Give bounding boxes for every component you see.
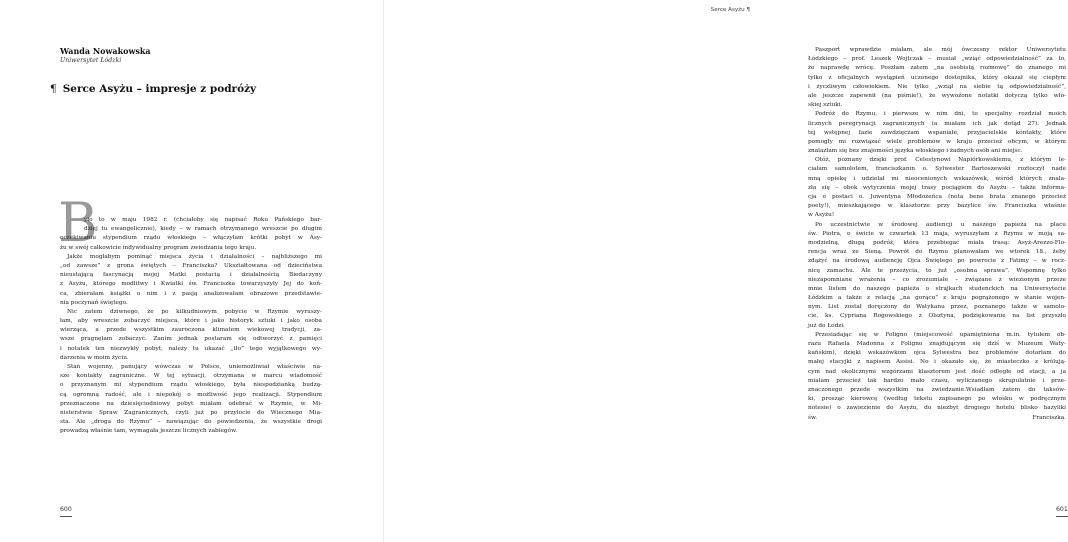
pilcrow-icon: ¶ <box>50 83 57 95</box>
page-number-rule <box>60 516 72 517</box>
text-line: niezapomniane wrażenia – co zrozumiałe – związane z wiezionym przeze <box>808 276 1066 283</box>
text-line: prowadzą właśnie tam, wymagała jeszcze licznych zabiegów. <box>60 428 238 435</box>
text-line: darzenia w moim życiu. <box>60 354 129 361</box>
article-title <box>50 83 256 95</box>
text-line: ca, zbierałam książki o nim i z pasją analizowałam obrazowe przedstawie- <box>60 290 322 297</box>
text-line: Łódzkiego – prof. Leszek Wojtczak – musiał „wziąć odpowiedzialność” za to, <box>808 56 1066 63</box>
text-line: cja o postaci o. Juwentyna Młodożeńca (nota bene brata znanego przecież <box>808 194 1066 200</box>
text-line: Przesiadając się w Foligno (miejscowość upamiętniona m.in. tytułem ob- <box>815 331 1066 338</box>
text-line: nym. List został doręczony do Watykanu przez, poznanego także w samolo- <box>808 304 1066 311</box>
text-line: dziej tu ewangelicznie), kiedy – w ramach otrzymanego wreszcie po długim <box>84 226 322 233</box>
text-line: i życzliwym człowiekiem. Nie tylko „wziął na siebie tą odpowiedzialność”, <box>808 83 1066 90</box>
text-line: wierząca, a przede wszystkim zauroczona klimatem wiekowej tradycji, za- <box>60 327 322 334</box>
text-line: nicę zamachu. Ale te przeżycia, to już „osobna sprawa”. Wspomnę tylko <box>808 267 1066 274</box>
text-line: łam, aby wreszcie zobaczyć miejsca, które i jako historyk sztuki i jako osoba <box>60 318 322 325</box>
text-line: ki, prosząc kierowcę (według tekstu zapisanego po włosku w podręcznym <box>808 396 1066 403</box>
text-line: o przyznanym mi stypendium rządu włoskiego, była niespodzianką budzą- <box>60 382 322 389</box>
text-line: już do Łodzi. <box>808 322 845 329</box>
text-line: Podróż do Rzymu, i pierwsze w nim dni, to specjalny rozdział moich <box>815 111 1066 118</box>
text-line: Po uczestnictwie w środowej audiencji u naszego papieża na placu <box>815 221 1066 228</box>
text-line: cą ogromną radość, ale i niepokój o możliwość jego realizacji. Stypendium <box>60 391 322 398</box>
text-line: miałam przecież tak bardzo mało czasu, wyliczanego skrupulatnie i prze- <box>808 377 1066 384</box>
text-line: Łódzkim a także z relacją „na gorąco” z kraju pogrążonego w stanie wojen- <box>808 295 1066 302</box>
page-number-rule <box>1056 516 1068 517</box>
text-line: że naprawdę wrócę. Poszłam zatem „na osobistą rozmowę” do znanego mi <box>808 65 1066 72</box>
text-line: żu w swój całkowicie indywidualny program zwiedzania tego kraju. <box>60 244 257 251</box>
text-line: „od zawsze” z grona świętych – Franciszka? Ukształtowana od dzieciństwa <box>60 262 322 269</box>
text-line: znalazłam się bez znajomości języka włoskiego i żadnych osób ani miejsc. <box>808 148 1023 155</box>
text-line: oczekiwaniu stypendium rządu włoskiego – włączyłam krótki pobyt w Asy- <box>60 235 322 242</box>
text-line: razu Rafaela Madonna z Foligno znajdującym się dziś w Muzeum Waty- <box>808 341 1066 347</box>
drop-cap: B <box>58 191 98 254</box>
text-line: małej stacyjki z napisem Assisi. No i okazało się, że miasteczko z królują- <box>808 359 1066 366</box>
right-body-text <box>808 46 1066 423</box>
text-line: poety!), mieszkającego w klasztorze przy bazylice św. Franciszka właśnie <box>808 203 1066 210</box>
article-title-text: Serce Asyżu – impresje z podróży <box>62 83 257 95</box>
text-line: i notatek ten niezwykły pobyt, należy tu ukazać „tło” tego wyjątkowego wy- <box>60 345 322 352</box>
text-line: pomogły mi rozwiązać wiele problemów w kraju przecież obcym, w którym <box>808 138 1066 145</box>
text-line: znaczonego przede wszystkim na zwiedzanie.Wsiadłam zatem do taksów- <box>808 386 1066 393</box>
left-page <box>0 0 384 542</box>
text-line: cym nad okolicznymi wzgórzami klasztorem jest dość odległe od stacji, a ja <box>808 368 1066 375</box>
text-line: modzielną, długą podróż, która przebiegać miała trasą: Asyż-Arezzo-Flo- <box>808 239 1066 246</box>
text-line: notesie) o zawiezienie do Asyżu, do niezbyt drogiego hotelu blisko bazyliki <box>808 405 1066 412</box>
text-line: św. Franciszka. <box>808 414 1066 421</box>
text-line: św. Piotra, o świcie w czwartek 13 maja, wyruszyłam z Rzymu w moją sa- <box>808 230 1066 237</box>
text-line: w Asyżu! <box>808 212 835 219</box>
text-line: Jakże mogłabym pominąć miejsca życia i działalności – najbliższego mi <box>67 253 322 260</box>
text-line: Otóż, poznany dzięki prof. Celestynowi Napiórkowskiemu, z którym le- <box>815 157 1066 164</box>
text-line: ale jeszcze zapewnił (na piśmie!), że wywoźone notatki dotyczą tylko wło- <box>808 92 1066 99</box>
text-line: yło to w maju 1982 r. (chciałoby się napisać Roku Pańskiego bar- <box>84 217 322 223</box>
running-head <box>711 7 750 13</box>
left-body-text <box>60 216 322 437</box>
text-line: nieustającą fascynacją mojej Matki postacią i działalnością Biedaczyny <box>60 272 322 279</box>
text-line: ciałam samolotem, franciszkanin o. Sylwester Bartoszewski roztoczył nade <box>808 166 1066 173</box>
text-line: sze kontakty zagraniczne. W tej sytuacji, otrzymana w marcu wiadomość <box>60 373 322 380</box>
text-line: zła się – obok wytyczenia mojej trasy pociągiem do Asyżu – także informa- <box>808 184 1066 191</box>
right-page <box>384 0 1068 542</box>
text-line: mną opiekę i udzielał mi nieocenionych wskazówek, wśród których znala- <box>808 175 1066 182</box>
running-head-title: Serce Asyżu <box>710 7 745 13</box>
text-line: nia poczynań świętego. <box>60 299 128 306</box>
text-line: nisterstwie Spraw Zagranicznych, czyli już po przylocie do Wiecznego Mia- <box>60 409 322 416</box>
text-line: wsze pragnęłam zobaczyć. Zanim jednak postaram się odtworzyć z pamięci <box>60 336 322 343</box>
text-line: Nic zatem dziwnego, że po kilkudniowym pobycie w Rzymie wyruszy- <box>67 308 322 315</box>
text-line: kańskim), dzięki wskazówkom ojca Sylwestra bez problemów dotarłam do <box>808 350 1066 357</box>
text-line: sta. Ale „droga do Rzymu” – nawiązując do powiedzenia, że wszystkie drogi <box>60 419 322 426</box>
author-affiliation: Uniwersytet Łódzki <box>60 57 122 64</box>
text-line: rencja wraz ze Sieną. Powrót do Rzymu planowałam we wtorek 18., żeby <box>808 249 1066 256</box>
text-line: zdążyć na środową audiencję Ojca Świętego po powrocie z Fatimy – w rocz- <box>808 258 1066 265</box>
text-line: licznych peregrynacji zagranicznych (a miałam ich jak dotąd 27). Jednak <box>808 120 1066 127</box>
text-line: tej wstępnej fazie zawdzięczam wspaniałe, przyjacielskie kontakty, które <box>808 129 1066 136</box>
text-line: Stan wojenny, panujący wówczas w Polsce, uniemożliwiał właściwie na- <box>67 364 322 370</box>
text-line: Paszport wprawdzie miałam, ale mój ówczesny rektor Uniwersytetu <box>815 47 1066 53</box>
page-number-left: 600 <box>60 506 72 513</box>
text-line: skiej sztuki. <box>808 102 843 109</box>
text-line: mnie listem do naszego papieża o strajkach studenckich na Uniwersytecie <box>808 285 1066 292</box>
text-line: tylko z oficjalnych wystąpień uczonego dostojnika, który okazał się ciepłym <box>808 74 1066 81</box>
page-number-right: 601 <box>1056 506 1068 513</box>
text-line: przeznaczone na dziesięciodniowy pobyt miałam odebrać w Rzymie, w Mi- <box>60 400 322 407</box>
text-line: cie, ks. Cypriana Rogowskiego z Olsztyna, podziękowanie na list przyszło <box>808 313 1066 320</box>
author-name: Wanda Nowakowska <box>60 46 151 56</box>
pilcrow-icon: ¶ <box>746 7 750 13</box>
text-line: z Asyżu, którego modlitwy i Kwiatki św. Franciszka towarzyszyły Jej do koń- <box>60 281 322 288</box>
